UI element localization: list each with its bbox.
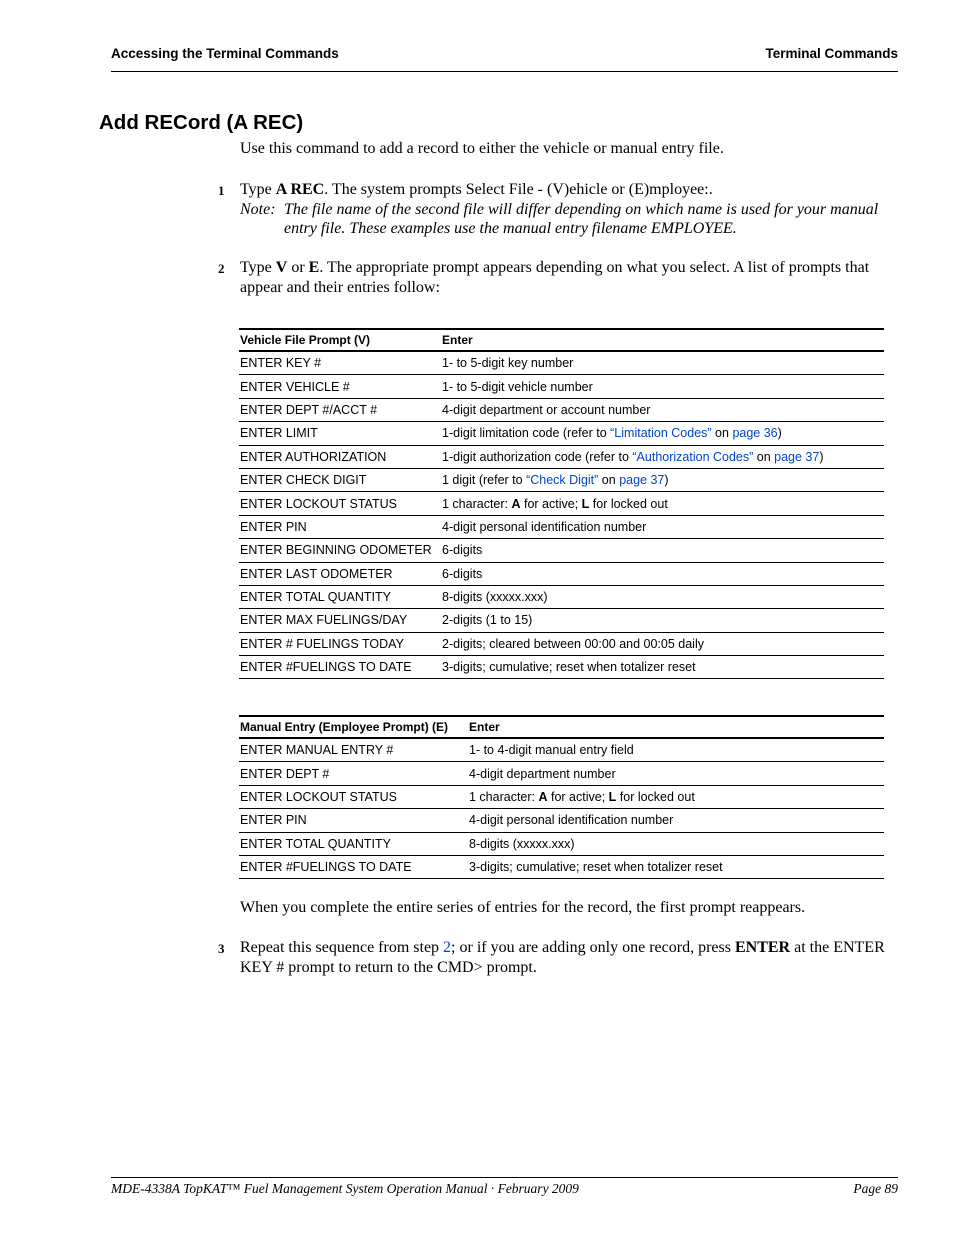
check-digit-link[interactable]: “Check Digit” xyxy=(526,473,599,488)
page-title: Add RECord (A REC) xyxy=(99,111,304,134)
prompt-cell: ENTER #FUELINGS TO DATE xyxy=(239,656,441,679)
table-row xyxy=(239,445,884,468)
prompt-cell: ENTER PIN xyxy=(239,515,441,538)
entry-cell: 3-digits; cumulative; reset when totalizer reset xyxy=(441,656,884,679)
entry-cell: 8-digits (xxxxx.xxx) xyxy=(441,585,884,608)
page-36-link[interactable]: page 36 xyxy=(732,426,778,441)
note-label: Note: xyxy=(240,201,276,218)
prompt-cell: ENTER TOTAL QUANTITY xyxy=(239,832,468,855)
completion-paragraph: When you complete the entire series of entries for the record, the first prompt reappears. xyxy=(240,899,806,916)
step-2-text: Type V or E. The appropriate prompt appears depending on what you select. A list of prompts that appear and their entries follow: xyxy=(240,259,870,296)
running-header-chapter: Terminal Commands xyxy=(765,46,898,61)
entry-cell: 6-digits xyxy=(441,539,884,562)
table-row xyxy=(239,609,884,632)
prompt-cell: ENTER LOCKOUT STATUS xyxy=(239,785,468,808)
entry-cell: 8-digits (xxxxx.xxx) xyxy=(468,832,884,855)
footer-document-title: MDE-4338A TopKAT™ Fuel Management System Operation Manual · February 2009 xyxy=(111,1181,579,1196)
entry-cell: 3-digits; cumulative; reset when totalizer reset xyxy=(468,855,884,878)
intro-paragraph: Use this command to add a record to either the vehicle or manual entry file. xyxy=(240,140,724,157)
prompt-cell: ENTER #FUELINGS TO DATE xyxy=(239,855,468,878)
table-header-row xyxy=(239,716,884,738)
step-1-command: A REC xyxy=(275,181,325,198)
step-1-text: Type A REC. The system prompts Select File - (V)ehicle or (E)mployee:. xyxy=(240,181,713,198)
step-2-number: 2 xyxy=(218,261,225,276)
step-3-text: Repeat this sequence from step 2; or if you are adding only one record, press ENTER at the ENTER KEY # prompt to return to the CMD> prompt. xyxy=(240,939,885,976)
table-row xyxy=(239,492,884,515)
column-header: Vehicle File Prompt (V) xyxy=(239,329,441,351)
prompt-cell: ENTER PIN xyxy=(239,809,468,832)
vehicle-prompts-table xyxy=(239,328,884,679)
prompt-cell: ENTER LIMIT xyxy=(239,422,441,445)
entry-cell: 4-digit personal identification number xyxy=(441,515,884,538)
table-row xyxy=(239,738,884,762)
step-1-number: 1 xyxy=(218,183,225,198)
running-header-section: Accessing the Terminal Commands xyxy=(111,46,339,61)
note-text: The file name of the second file will differ depending on which name is used for your manual entry file. These examples use the manual entry filename EMPLOYEE. xyxy=(284,201,879,237)
table-row xyxy=(239,855,884,878)
table-row xyxy=(239,832,884,855)
entry-cell: 1 character: A for active; L for locked out xyxy=(468,785,884,808)
column-header: Manual Entry (Employee Prompt) (E) xyxy=(239,716,468,738)
table-row xyxy=(239,785,884,808)
entry-cell: 1 character: A for active; L for locked out xyxy=(441,492,884,515)
prompt-cell: ENTER LAST ODOMETER xyxy=(239,562,441,585)
authorization-codes-link[interactable]: “Authorization Codes” xyxy=(632,449,754,464)
prompt-cell: ENTER AUTHORIZATION xyxy=(239,445,441,468)
limitation-codes-link[interactable]: “Limitation Codes” xyxy=(610,426,712,441)
entry-cell: 6-digits xyxy=(441,562,884,585)
table-row xyxy=(239,468,884,491)
header-rule xyxy=(111,71,898,72)
prompt-cell: ENTER LOCKOUT STATUS xyxy=(239,492,441,515)
table-row xyxy=(239,809,884,832)
step-3-number: 3 xyxy=(218,941,225,956)
entry-cell: 1-digit limitation code (refer to “Limitation Codes” on page 36) xyxy=(441,422,884,445)
table-row xyxy=(239,398,884,421)
step-2-link[interactable]: 2 xyxy=(443,939,452,956)
prompt-cell: ENTER MAX FUELINGS/DAY xyxy=(239,609,441,632)
table-row xyxy=(239,515,884,538)
manual-entry-prompts-table xyxy=(239,715,884,879)
table-row xyxy=(239,656,884,679)
prompt-cell: ENTER CHECK DIGIT xyxy=(239,468,441,491)
enter-key-label: ENTER xyxy=(734,939,791,956)
page-37-link[interactable]: page 37 xyxy=(774,449,820,464)
entry-cell: 2-digits; cleared between 00:00 and 00:05 daily xyxy=(441,632,884,655)
footer-rule xyxy=(111,1177,898,1178)
column-header: Enter xyxy=(468,716,884,738)
column-header: Enter xyxy=(441,329,884,351)
entry-cell: 1- to 5-digit key number xyxy=(441,351,884,375)
entry-cell: 4-digit department or account number xyxy=(441,398,884,421)
entry-cell: 1-digit authorization code (refer to “Authorization Codes” on page 37) xyxy=(441,445,884,468)
entry-cell: 2-digits (1 to 15) xyxy=(441,609,884,632)
footer-page-number: Page 89 xyxy=(853,1181,898,1196)
table-row xyxy=(239,562,884,585)
entry-cell: 4-digit personal identification number xyxy=(468,809,884,832)
page-37-link[interactable]: page 37 xyxy=(619,473,665,488)
step-1-note xyxy=(240,200,885,238)
entry-cell: 4-digit department number xyxy=(468,762,884,785)
prompt-cell: ENTER TOTAL QUANTITY xyxy=(239,585,441,608)
table-row xyxy=(239,762,884,785)
prompt-cell: ENTER VEHICLE # xyxy=(239,375,441,398)
entry-cell: 1- to 4-digit manual entry field xyxy=(468,738,884,762)
prompt-cell: ENTER KEY # xyxy=(239,351,441,375)
entry-cell: 1 digit (refer to “Check Digit” on page 37) xyxy=(441,468,884,491)
entry-cell: 1- to 5-digit vehicle number xyxy=(441,375,884,398)
prompt-cell: ENTER MANUAL ENTRY # xyxy=(239,738,468,762)
prompt-cell: ENTER DEPT #/ACCT # xyxy=(239,398,441,421)
prompt-cell: ENTER DEPT # xyxy=(239,762,468,785)
table-header-row xyxy=(239,329,884,351)
table-row xyxy=(239,351,884,375)
prompt-cell: ENTER # FUELINGS TODAY xyxy=(239,632,441,655)
prompt-cell: ENTER BEGINNING ODOMETER xyxy=(239,539,441,562)
table-row xyxy=(239,375,884,398)
table-row xyxy=(239,632,884,655)
table-row xyxy=(239,585,884,608)
table-row xyxy=(239,422,884,445)
table-row xyxy=(239,539,884,562)
